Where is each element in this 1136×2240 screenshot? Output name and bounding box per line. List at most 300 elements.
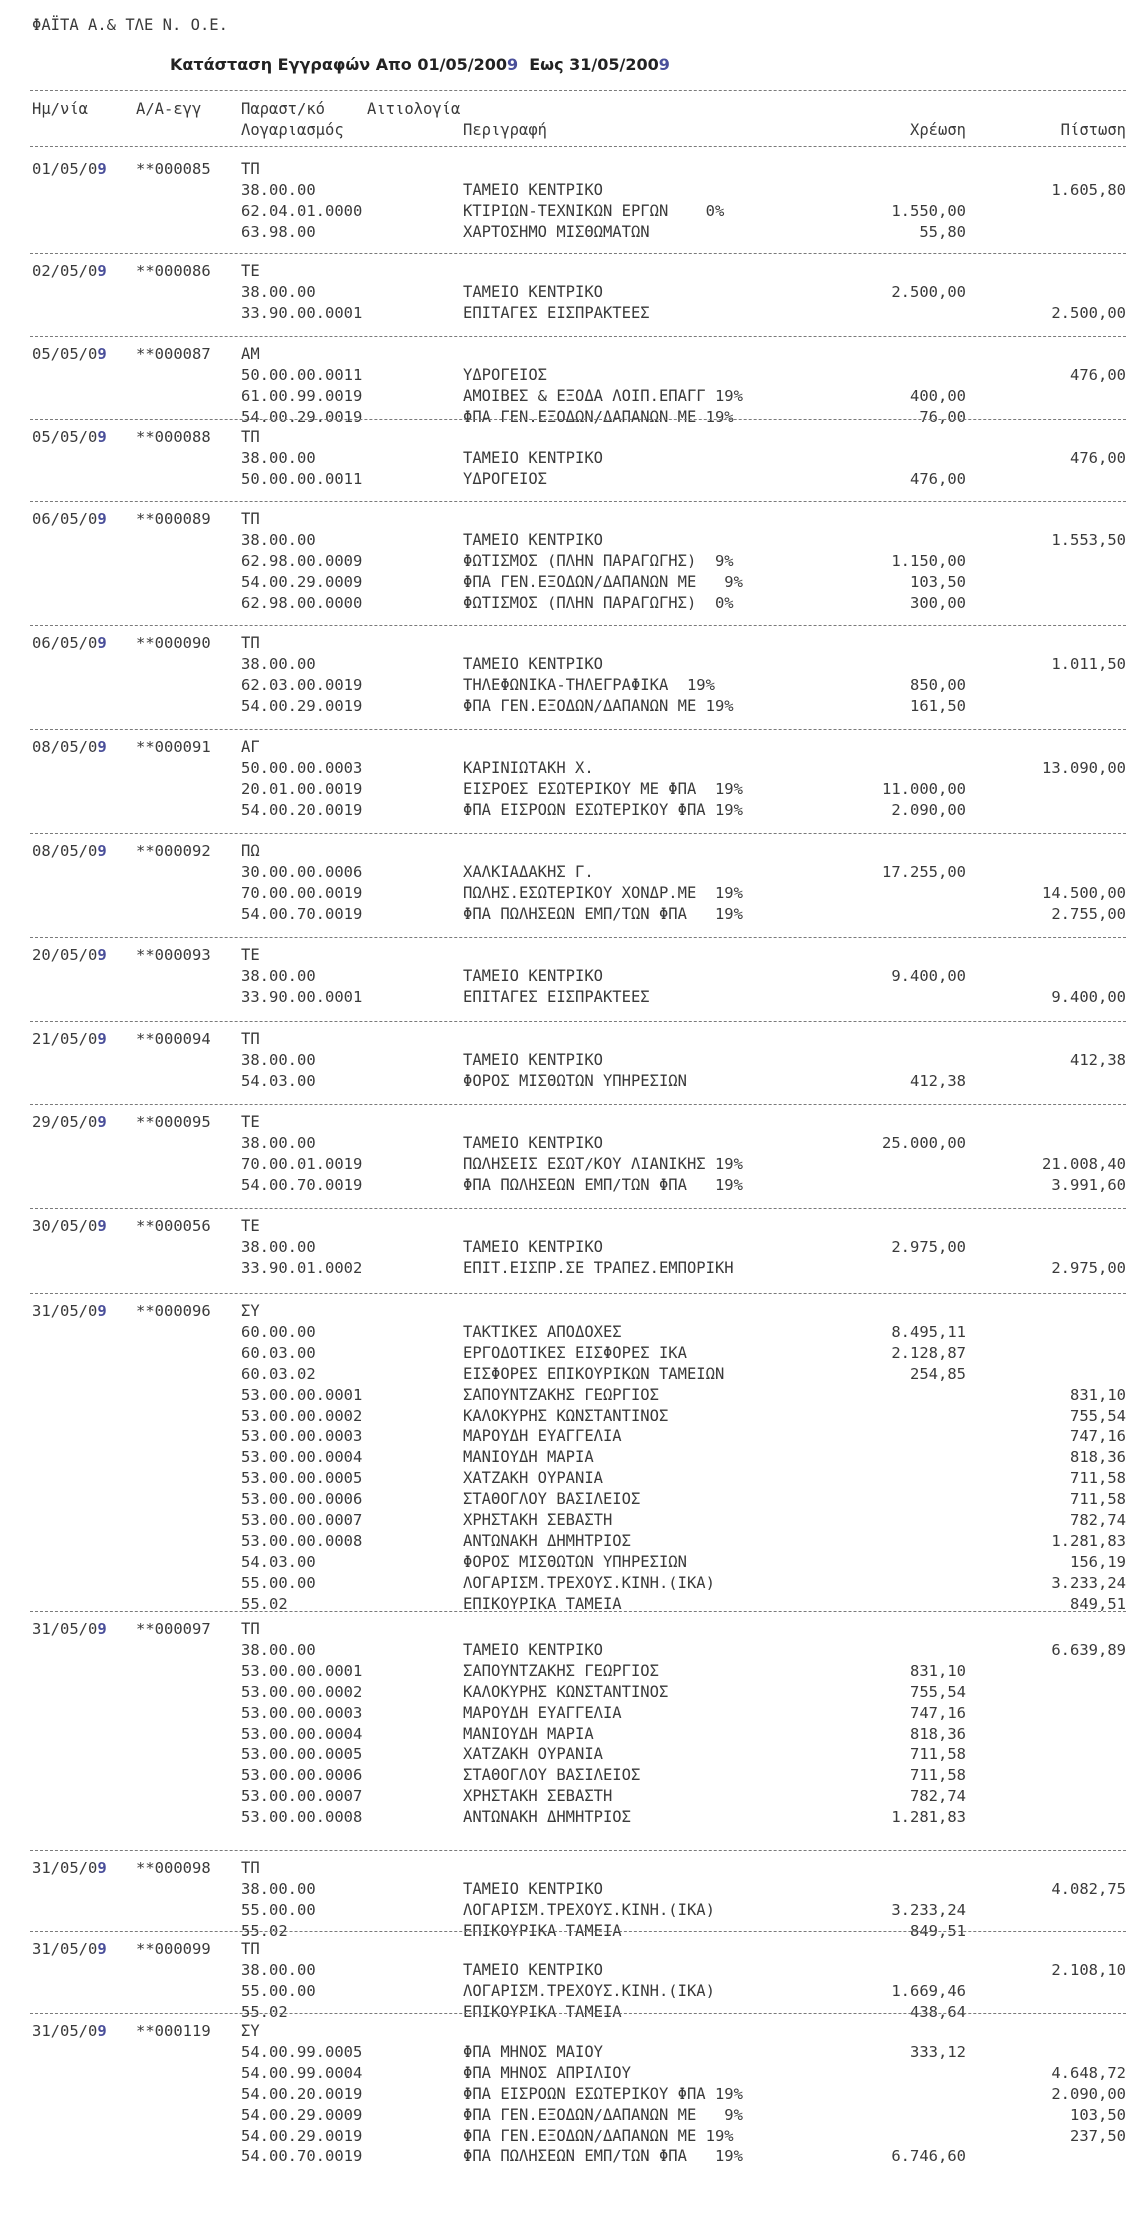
line-debit: 333,12: [910, 2043, 966, 2061]
line-description: ΜΑΡΟΥΔΗ ΕΥΑΓΓΕΛΙΑ: [463, 1704, 622, 1722]
entry-doc-code: ΑΓ: [241, 738, 260, 756]
entry-date: [32, 946, 107, 964]
line-debit: 1.669,46: [891, 1982, 966, 2000]
line-debit: 103,50: [910, 573, 966, 591]
line-account: 38.00.00: [241, 1641, 316, 1659]
line-account: 38.00.00: [241, 967, 316, 985]
line-debit: 831,10: [910, 1662, 966, 1680]
line-description: ΜΑΝΙΟΥΔΗ ΜΑΡΙΑ: [463, 1725, 594, 1743]
entry-date-year-handwritten: 9: [97, 738, 107, 756]
entry-date-text: 31/05/0: [32, 1940, 98, 1958]
report-title-from-year: 9: [506, 55, 519, 74]
entry-doc-code: ΤΠ: [241, 1620, 260, 1638]
line-description: ΤΑΜΕΙΟ ΚΕΝΤΡΙΚΟ: [463, 1051, 603, 1069]
entry-number: **000095: [136, 1113, 211, 1131]
line-description: ΤΑΜΕΙΟ ΚΕΝΤΡΙΚΟ: [463, 1880, 603, 1898]
line-credit: 9.400,00: [1051, 988, 1126, 1006]
line-description: ΜΑΡΟΥΔΗ ΕΥΑΓΓΕΛΙΑ: [463, 1427, 622, 1445]
entry-date-year-handwritten: 9: [97, 160, 107, 178]
entry-date-year-handwritten: 9: [97, 428, 107, 446]
line-description: ΛΟΓΑΡΙΣΜ.ΤΡΕΧΟΥΣ.ΚΙΝΗ.(ΙΚΑ): [463, 1901, 715, 1919]
line-account: 62.98.00.0009: [241, 552, 363, 570]
line-credit: 1.605,80: [1051, 181, 1126, 199]
entry-date-year-handwritten: 9: [97, 1940, 107, 1958]
line-account: 62.98.00.0000: [241, 594, 363, 612]
line-debit: 438,64: [910, 2003, 966, 2021]
line-description: ΕΙΣΡΟΕΣ ΕΣΩΤΕΡΙΚΟΥ ΜΕ ΦΠΑ 19%: [463, 780, 743, 798]
entry-doc-code: ΤΕ: [241, 1217, 260, 1235]
line-description: ΣΤΑΘΟΓΛΟΥ ΒΑΣΙΛΕΙΟΣ: [463, 1766, 641, 1784]
entry-date-text: 06/05/0: [32, 634, 98, 652]
entry-separator: [30, 937, 1126, 938]
line-description: ΦΠΑ ΓΕΝ.ΕΞΟΔΩΝ/ΔΑΠΑΝΩΝ ΜΕ 19%: [463, 2127, 734, 2145]
line-account: 70.00.00.0019: [241, 884, 363, 902]
line-account: 54.00.29.0019: [241, 2127, 363, 2145]
line-debit: 755,54: [910, 1683, 966, 1701]
line-description: ΤΑΜΕΙΟ ΚΕΝΤΡΙΚΟ: [463, 531, 603, 549]
entry-date-text: 05/05/0: [32, 428, 98, 446]
entry-date-year-handwritten: 9: [97, 345, 107, 363]
line-account: 55.02: [241, 1595, 288, 1613]
line-account: 53.00.00.0002: [241, 1407, 363, 1425]
entry-date: [32, 738, 107, 756]
line-account: 33.90.00.0001: [241, 988, 363, 1006]
line-debit: 8.495,11: [891, 1323, 966, 1341]
line-account: 60.03.00: [241, 1344, 316, 1362]
line-description: ΕΡΓΟΔΟΤΙΚΕΣ ΕΙΣΦΟΡΕΣ ΙΚΑ: [463, 1344, 687, 1362]
line-debit: 711,58: [910, 1766, 966, 1784]
line-debit: 161,50: [910, 697, 966, 715]
entry-doc-code: ΤΠ: [241, 160, 260, 178]
entry-date: [32, 262, 107, 280]
line-credit: 3.991,60: [1051, 1176, 1126, 1194]
entry-doc-code: ΤΠ: [241, 510, 260, 528]
col-header-doc: Παραστ/κό: [241, 100, 325, 118]
line-account: 54.00.29.0009: [241, 573, 363, 591]
line-debit: 25.000,00: [882, 1134, 966, 1152]
entry-number: **000089: [136, 510, 211, 528]
entry-date: [32, 1030, 107, 1048]
line-credit: 103,50: [1070, 2106, 1126, 2124]
entry-number: **000096: [136, 1302, 211, 1320]
entry-date: [32, 160, 107, 178]
entry-number: **000094: [136, 1030, 211, 1048]
entry-doc-code: ΤΕ: [241, 946, 260, 964]
line-credit: 2.108,10: [1051, 1961, 1126, 1979]
entry-date-text: 08/05/0: [32, 842, 98, 860]
line-account: 62.03.00.0019: [241, 676, 363, 694]
line-account: 50.00.00.0003: [241, 759, 363, 777]
entry-separator: [30, 1931, 1126, 1932]
entry-separator: [30, 1104, 1126, 1105]
entry-separator: [30, 729, 1126, 730]
line-account: 61.00.99.0019: [241, 387, 363, 405]
entry-separator: [30, 625, 1126, 626]
entry-date-text: 21/05/0: [32, 1030, 98, 1048]
entry-date-year-handwritten: 9: [97, 2022, 107, 2040]
line-description: ΦΠΑ ΜΗΝΟΣ ΜΑΙΟΥ: [463, 2043, 603, 2061]
line-description: ΕΠΙΤ.ΕΙΣΠΡ.ΣΕ ΤΡΑΠΕΖ.ΕΜΠΟΡΙΚΗ: [463, 1259, 734, 1277]
line-credit: 2.500,00: [1051, 304, 1126, 322]
line-debit: 17.255,00: [882, 863, 966, 881]
entry-separator: [30, 1611, 1126, 1612]
line-description: ΤΑΜΕΙΟ ΚΕΝΤΡΙΚΟ: [463, 1238, 603, 1256]
line-description: ΦΠΑ ΓΕΝ.ΕΞΟΔΩΝ/ΔΑΠΑΝΩΝ ΜΕ 9%: [463, 573, 743, 591]
line-description: ΦΠΑ ΠΩΛΗΣΕΩΝ ΕΜΠ/ΤΩΝ ΦΠΑ 19%: [463, 1176, 743, 1194]
entry-date: [32, 842, 107, 860]
report-title: [170, 56, 670, 74]
line-account: 38.00.00: [241, 283, 316, 301]
line-description: ΤΑΚΤΙΚΕΣ ΑΠΟΔΟΧΕΣ: [463, 1323, 622, 1341]
line-credit: 4.648,72: [1051, 2064, 1126, 2082]
entry-separator: [30, 1021, 1126, 1022]
line-account: 33.90.00.0001: [241, 304, 363, 322]
line-description: ΛΟΓΑΡΙΣΜ.ΤΡΕΧΟΥΣ.ΚΙΝΗ.(ΙΚΑ): [463, 1982, 715, 2000]
entry-date-text: 31/05/0: [32, 1620, 98, 1638]
line-description: ΧΑΛΚΙΑΔΑΚΗΣ Γ.: [463, 863, 594, 881]
line-credit: 755,54: [1070, 1407, 1126, 1425]
entry-date-year-handwritten: 9: [97, 510, 107, 528]
line-account: 54.03.00: [241, 1072, 316, 1090]
line-description: ΦΠΑ ΕΙΣΡΟΩΝ ΕΣΩΤΕΡΙΚΟΥ ΦΠΑ 19%: [463, 801, 743, 819]
entry-doc-code: ΤΠ: [241, 1940, 260, 1958]
line-description: ΧΑΤΖΑΚΗ ΟΥΡΑΝΙΑ: [463, 1745, 603, 1763]
line-account: 54.00.20.0019: [241, 2085, 363, 2103]
line-account: 54.03.00: [241, 1553, 316, 1571]
line-credit: 21.008,40: [1042, 1155, 1126, 1173]
line-debit: 2.090,00: [891, 801, 966, 819]
line-credit: 1.281,83: [1051, 1532, 1126, 1550]
line-account: 38.00.00: [241, 1134, 316, 1152]
line-account: 62.04.01.0000: [241, 202, 363, 220]
entry-separator: [30, 2013, 1126, 2014]
line-description: ΣΑΠΟΥΝΤΖΑΚΗΣ ΓΕΩΡΓΙΟΣ: [463, 1662, 659, 1680]
line-credit: 2.755,00: [1051, 905, 1126, 923]
line-credit: 476,00: [1070, 366, 1126, 384]
col-header-account: Λογαριασμός: [241, 121, 344, 139]
line-description: ΤΑΜΕΙΟ ΚΕΝΤΡΙΚΟ: [463, 283, 603, 301]
entry-doc-code: ΤΠ: [241, 1030, 260, 1048]
entry-date-text: 20/05/0: [32, 946, 98, 964]
line-description: ΥΔΡΟΓΕΙΟΣ: [463, 470, 547, 488]
line-account: 38.00.00: [241, 655, 316, 673]
col-header-seq: Α/Α-εγγ: [136, 100, 202, 118]
line-debit: 412,38: [910, 1072, 966, 1090]
entry-date-year-handwritten: 9: [97, 1113, 107, 1131]
line-description: ΧΑΤΖΑΚΗ ΟΥΡΑΝΙΑ: [463, 1469, 603, 1487]
line-account: 38.00.00: [241, 1880, 316, 1898]
line-description: ΠΩΛΗΣΕΙΣ ΕΣΩΤ/ΚΟΥ ΛΙΑΝΙΚΗΣ 19%: [463, 1155, 743, 1173]
line-credit: 711,58: [1070, 1490, 1126, 1508]
col-header-description: Περιγραφή: [463, 121, 547, 139]
line-account: 53.00.00.0008: [241, 1532, 363, 1550]
line-description: ΥΔΡΟΓΕΙΟΣ: [463, 366, 547, 384]
entry-separator: [30, 419, 1126, 420]
entry-date-text: 05/05/0: [32, 345, 98, 363]
line-debit: 782,74: [910, 1787, 966, 1805]
entry-date: [32, 1940, 107, 1958]
entry-number: **000099: [136, 1940, 211, 1958]
line-description: ΚΑΡΙΝΙΩΤΑΚΗ Χ.: [463, 759, 594, 777]
line-account: 53.00.00.0001: [241, 1386, 363, 1404]
line-description: ΚΑΛΟΚΥΡΗΣ ΚΩΝΣΤΑΝΤΙΝΟΣ: [463, 1407, 669, 1425]
line-description: ΕΠΙΤΑΓΕΣ ΕΙΣΠΡΑΚΤΕΕΣ: [463, 304, 650, 322]
line-account: 63.98.00: [241, 223, 316, 241]
line-description: ΕΠΙΚΟΥΡΙΚΑ ΤΑΜΕΙΑ: [463, 1595, 622, 1613]
line-debit: 1.550,00: [891, 202, 966, 220]
entry-date-text: 02/05/0: [32, 262, 98, 280]
line-account: 55.02: [241, 2003, 288, 2021]
entry-date-year-handwritten: 9: [97, 1859, 107, 1877]
line-account: 55.00.00: [241, 1574, 316, 1592]
line-account: 50.00.00.0011: [241, 366, 363, 384]
line-account: 54.00.20.0019: [241, 801, 363, 819]
entry-separator: [30, 501, 1126, 502]
line-credit: 412,38: [1070, 1051, 1126, 1069]
line-account: 50.00.00.0011: [241, 470, 363, 488]
line-description: ΤΑΜΕΙΟ ΚΕΝΤΡΙΚΟ: [463, 655, 603, 673]
entry-date: [32, 1859, 107, 1877]
entry-doc-code: ΑΜ: [241, 345, 260, 363]
entry-date-text: 31/05/0: [32, 1859, 98, 1877]
col-header-credit: Πίστωση: [1060, 121, 1126, 139]
entry-separator: [30, 1850, 1126, 1851]
line-account: 53.00.00.0008: [241, 1808, 363, 1826]
line-account: 54.00.70.0019: [241, 1176, 363, 1194]
entry-date-text: 31/05/0: [32, 1302, 98, 1320]
line-description: ΕΠΙΤΑΓΕΣ ΕΙΣΠΡΑΚΤΕΕΣ: [463, 988, 650, 1006]
entry-doc-code: ΤΠ: [241, 428, 260, 446]
entry-doc-code: ΤΕ: [241, 262, 260, 280]
line-description: ΣΑΠΟΥΝΤΖΑΚΗΣ ΓΕΩΡΓΙΟΣ: [463, 1386, 659, 1404]
line-debit: 850,00: [910, 676, 966, 694]
line-credit: 747,16: [1070, 1427, 1126, 1445]
entry-date: [32, 2022, 107, 2040]
line-description: ΦΩΤΙΣΜΟΣ (ΠΛΗΝ ΠΑΡΑΓΩΓΗΣ) 9%: [463, 552, 734, 570]
entry-date: [32, 1620, 107, 1638]
line-account: 54.00.70.0019: [241, 905, 363, 923]
entry-date: [32, 634, 107, 652]
line-description: ΦΠΑ ΓΕΝ.ΕΞΟΔΩΝ/ΔΑΠΑΝΩΝ ΜΕ 9%: [463, 2106, 743, 2124]
line-credit: 4.082,75: [1051, 1880, 1126, 1898]
line-credit: 849,51: [1070, 1595, 1126, 1613]
report-title-to-year: 9: [658, 55, 670, 74]
line-account: 55.00.00: [241, 1982, 316, 2000]
header-top-rule: [30, 90, 1126, 91]
line-description: ΧΡΗΣΤΑΚΗ ΣΕΒΑΣΤΗ: [463, 1511, 613, 1529]
line-debit: 11.000,00: [882, 780, 966, 798]
line-account: 54.00.99.0004: [241, 2064, 363, 2082]
line-credit: 818,36: [1070, 1448, 1126, 1466]
line-description: ΧΑΡΤΟΣΗΜΟ ΜΙΣΘΩΜΑΤΩΝ: [463, 223, 650, 241]
line-debit: 400,00: [910, 387, 966, 405]
line-account: 53.00.00.0004: [241, 1725, 363, 1743]
line-debit: 747,16: [910, 1704, 966, 1722]
line-credit: 1.553,50: [1051, 531, 1126, 549]
entry-separator: [30, 253, 1126, 254]
entry-doc-code: ΣΥ: [241, 2022, 260, 2040]
entry-date-year-handwritten: 9: [97, 1030, 107, 1048]
entry-doc-code: ΤΕ: [241, 1113, 260, 1131]
line-description: ΤΑΜΕΙΟ ΚΕΝΤΡΙΚΟ: [463, 967, 603, 985]
line-debit: 55,80: [919, 223, 966, 241]
line-account: 20.01.00.0019: [241, 780, 363, 798]
entry-number: **000092: [136, 842, 211, 860]
line-description: ΤΗΛΕΦΩΝΙΚΑ-ΤΗΛΕΓΡΑΦΙΚΑ 19%: [463, 676, 715, 694]
line-description: ΦΠΑ ΓΕΝ.ΕΞΟΔΩΝ/ΔΑΠΑΝΩΝ ΜΕ 19%: [463, 408, 734, 426]
line-debit: 476,00: [910, 470, 966, 488]
line-description: ΠΩΛΗΣ.ΕΣΩΤΕΡΙΚΟΥ ΧΟΝΔΡ.ΜΕ 19%: [463, 884, 743, 902]
entry-date-text: 06/05/0: [32, 510, 98, 528]
line-account: 38.00.00: [241, 1051, 316, 1069]
line-credit: 476,00: [1070, 449, 1126, 467]
line-debit: 2.128,87: [891, 1344, 966, 1362]
line-account: 30.00.00.0006: [241, 863, 363, 881]
line-credit: 2.975,00: [1051, 1259, 1126, 1277]
entry-date-year-handwritten: 9: [97, 842, 107, 860]
line-debit: 3.233,24: [891, 1901, 966, 1919]
header-bottom-rule: [30, 146, 1126, 147]
line-debit: 1.281,83: [891, 1808, 966, 1826]
line-account: 33.90.01.0002: [241, 1259, 363, 1277]
entry-number: **000093: [136, 946, 211, 964]
line-account: 38.00.00: [241, 449, 316, 467]
entry-number: **000056: [136, 1217, 211, 1235]
line-account: 70.00.01.0019: [241, 1155, 363, 1173]
line-description: ΤΑΜΕΙΟ ΚΕΝΤΡΙΚΟ: [463, 1134, 603, 1152]
line-account: 53.00.00.0007: [241, 1787, 363, 1805]
line-account: 60.00.00: [241, 1323, 316, 1341]
entry-number: **000097: [136, 1620, 211, 1638]
entry-date: [32, 1302, 107, 1320]
entry-date-text: 29/05/0: [32, 1113, 98, 1131]
entry-number: **000119: [136, 2022, 211, 2040]
line-account: 54.00.29.0019: [241, 697, 363, 715]
entry-number: **000098: [136, 1859, 211, 1877]
entry-separator: [30, 833, 1126, 834]
line-account: 38.00.00: [241, 1238, 316, 1256]
entry-date-year-handwritten: 9: [97, 1217, 107, 1235]
entry-date-year-handwritten: 9: [97, 1620, 107, 1638]
line-account: 38.00.00: [241, 1961, 316, 1979]
line-credit: 13.090,00: [1042, 759, 1126, 777]
line-credit: 711,58: [1070, 1469, 1126, 1487]
line-credit: 782,74: [1070, 1511, 1126, 1529]
entry-date-text: 01/05/0: [32, 160, 98, 178]
line-description: ΛΟΓΑΡΙΣΜ.ΤΡΕΧΟΥΣ.ΚΙΝΗ.(ΙΚΑ): [463, 1574, 715, 1592]
entry-date-text: 08/05/0: [32, 738, 98, 756]
line-description: ΜΑΝΙΟΥΔΗ ΜΑΡΙΑ: [463, 1448, 594, 1466]
line-credit: 6.639,89: [1051, 1641, 1126, 1659]
line-debit: 300,00: [910, 594, 966, 612]
line-description: ΤΑΜΕΙΟ ΚΕΝΤΡΙΚΟ: [463, 449, 603, 467]
line-account: 38.00.00: [241, 181, 316, 199]
line-account: 53.00.00.0005: [241, 1469, 363, 1487]
line-description: ΑΝΤΩΝΑΚΗ ΔΗΜΗΤΡΙΟΣ: [463, 1532, 631, 1550]
entry-date: [32, 1217, 107, 1235]
line-debit: 76,00: [919, 408, 966, 426]
report-title-to: Εως 31/05/200: [518, 55, 659, 74]
line-account: 53.00.00.0007: [241, 1511, 363, 1529]
line-description: ΦΩΤΙΣΜΟΣ (ΠΛΗΝ ΠΑΡΑΓΩΓΗΣ) 0%: [463, 594, 734, 612]
entry-doc-code: ΤΠ: [241, 1859, 260, 1877]
line-account: 54.00.29.0019: [241, 408, 363, 426]
entry-number: **000090: [136, 634, 211, 652]
line-description: ΕΠΙΚΟΥΡΙΚΑ ΤΑΜΕΙΑ: [463, 1922, 622, 1940]
line-description: ΧΡΗΣΤΑΚΗ ΣΕΒΑΣΤΗ: [463, 1787, 613, 1805]
line-account: 53.00.00.0006: [241, 1766, 363, 1784]
line-description: ΦΠΑ ΠΩΛΗΣΕΩΝ ΕΜΠ/ΤΩΝ ΦΠΑ 19%: [463, 905, 743, 923]
line-description: ΕΠΙΚΟΥΡΙΚΑ ΤΑΜΕΙΑ: [463, 2003, 622, 2021]
line-account: 54.00.29.0009: [241, 2106, 363, 2124]
entry-doc-code: ΤΠ: [241, 634, 260, 652]
entry-date: [32, 1113, 107, 1131]
line-description: ΦΠΑ ΓΕΝ.ΕΞΟΔΩΝ/ΔΑΠΑΝΩΝ ΜΕ 19%: [463, 697, 734, 715]
line-account: 53.00.00.0004: [241, 1448, 363, 1466]
entry-date-year-handwritten: 9: [97, 262, 107, 280]
entry-separator: [30, 1293, 1126, 1294]
entry-date-text: 31/05/0: [32, 2022, 98, 2040]
line-debit: 711,58: [910, 1745, 966, 1763]
line-description: ΦΠΑ ΜΗΝΟΣ ΑΠΡΙΛΙΟΥ: [463, 2064, 631, 2082]
line-account: 53.00.00.0006: [241, 1490, 363, 1508]
entry-number: **000086: [136, 262, 211, 280]
entry-date: [32, 428, 107, 446]
line-credit: 237,50: [1070, 2127, 1126, 2145]
report-title-from: Κατάσταση Εγγραφών Απο 01/05/200: [170, 55, 507, 74]
line-account: 53.00.00.0005: [241, 1745, 363, 1763]
line-credit: 2.090,00: [1051, 2085, 1126, 2103]
line-credit: 156,19: [1070, 1553, 1126, 1571]
line-account: 60.03.02: [241, 1365, 316, 1383]
entry-doc-code: ΣΥ: [241, 1302, 260, 1320]
line-account: 54.00.70.0019: [241, 2147, 363, 2165]
line-account: 54.00.99.0005: [241, 2043, 363, 2061]
line-description: ΦΠΑ ΠΩΛΗΣΕΩΝ ΕΜΠ/ΤΩΝ ΦΠΑ 19%: [463, 2147, 743, 2165]
line-debit: 849,51: [910, 1922, 966, 1940]
line-account: 53.00.00.0003: [241, 1427, 363, 1445]
line-description: ΑΝΤΩΝΑΚΗ ΔΗΜΗΤΡΙΟΣ: [463, 1808, 631, 1826]
col-header-debit: Χρέωση: [910, 121, 966, 139]
entry-number: **000091: [136, 738, 211, 756]
line-account: 53.00.00.0001: [241, 1662, 363, 1680]
entry-doc-code: ΠΩ: [241, 842, 260, 860]
line-description: ΤΑΜΕΙΟ ΚΕΝΤΡΙΚΟ: [463, 181, 603, 199]
company-name: ΦΑΪΤΑ Α.& ΤΛΕ Ν. Ο.Ε.: [32, 16, 228, 34]
entry-separator: [30, 336, 1126, 337]
line-account: 38.00.00: [241, 531, 316, 549]
line-credit: 1.011,50: [1051, 655, 1126, 673]
line-description: ΑΜΟΙΒΕΣ & ΕΞΟΔΑ ΛΟΙΠ.ΕΠΑΓΓ 19%: [463, 387, 743, 405]
entry-date: [32, 345, 107, 363]
entry-date: [32, 510, 107, 528]
col-header-date: Ημ/νία: [32, 100, 88, 118]
line-account: 55.00.00: [241, 1901, 316, 1919]
line-debit: 1.150,00: [891, 552, 966, 570]
line-description: ΤΑΜΕΙΟ ΚΕΝΤΡΙΚΟ: [463, 1641, 603, 1659]
entry-separator: [30, 1208, 1126, 1209]
line-description: ΤΑΜΕΙΟ ΚΕΝΤΡΙΚΟ: [463, 1961, 603, 1979]
col-header-reason: Αιτιολογία: [367, 100, 461, 118]
line-description: ΦΟΡΟΣ ΜΙΣΘΩΤΩΝ ΥΠΗΡΕΣΙΩΝ: [463, 1072, 687, 1090]
line-debit: 6.746,60: [891, 2147, 966, 2165]
line-debit: 9.400,00: [891, 967, 966, 985]
line-description: ΚΑΛΟΚΥΡΗΣ ΚΩΝΣΤΑΝΤΙΝΟΣ: [463, 1683, 669, 1701]
line-description: ΕΙΣΦΟΡΕΣ ΕΠΙΚΟΥΡΙΚΩΝ ΤΑΜΕΙΩΝ: [463, 1365, 725, 1383]
line-description: ΦΟΡΟΣ ΜΙΣΘΩΤΩΝ ΥΠΗΡΕΣΙΩΝ: [463, 1553, 687, 1571]
line-credit: 3.233,24: [1051, 1574, 1126, 1592]
line-account: 53.00.00.0002: [241, 1683, 363, 1701]
